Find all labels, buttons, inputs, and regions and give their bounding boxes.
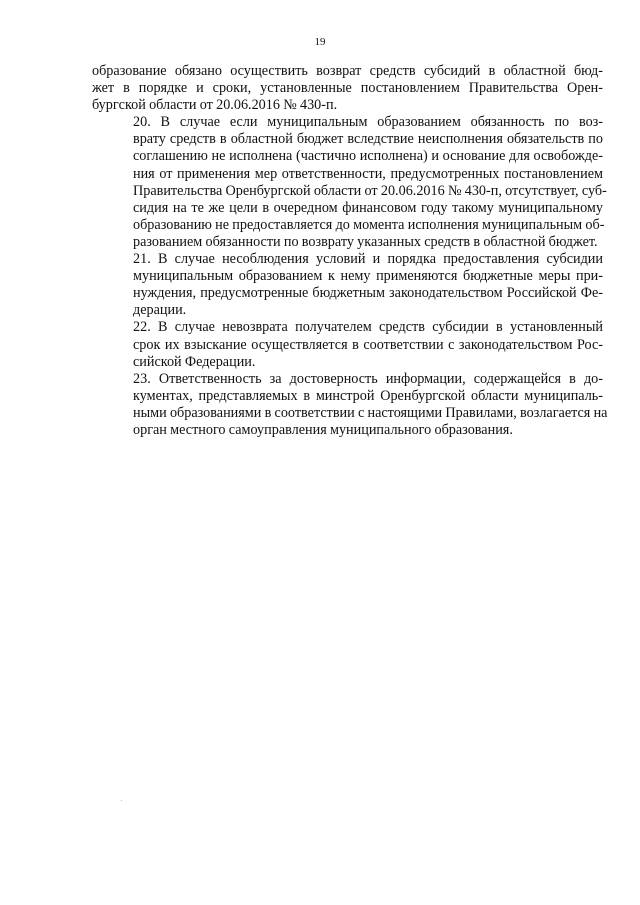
page-number: 19: [314, 36, 326, 48]
document-body: [92, 63, 608, 439]
paragraph: [92, 251, 603, 319]
text-line: Правительства Оренбургской области от 20.06.2016 № 430-п, отсутствует, суб-: [133, 182, 607, 199]
text-line: ными образованиями в соответствии с настоящими Правилами, возлагается на: [133, 404, 608, 421]
text-line: сийской Федерации.: [133, 353, 256, 370]
text-line: врату средств в областной бюджет вследствие неисполнения обязательств по: [133, 131, 603, 148]
paragraph: [92, 319, 603, 370]
paragraph: [92, 114, 607, 251]
text-line: 22. В случае невозврата получателем средств субсидии в установленный: [133, 319, 603, 336]
text-line: образование обязано осуществить возврат средств субсидий в областной бюд-: [92, 63, 603, 79]
text-line: муниципальным образованием к нему применяются бюджетные меры при-: [133, 268, 603, 285]
text-line: разованием обязанности по возврату указанных средств в областной бюджет.: [133, 233, 598, 250]
text-line: кументах, представляемых в минстрой Оренбургской области муниципаль-: [133, 387, 603, 404]
text-line: орган местного самоуправления муниципального образования.: [133, 421, 513, 438]
text-line: 23. Ответственность за достоверность информации, содержащейся в до-: [133, 370, 603, 387]
text-line: бургской области от 20.06.2016 № 430-п.: [92, 97, 338, 114]
text-line: образованию не предоставляется до момента исполнения муниципальным об-: [133, 216, 605, 233]
text-line: ния от применения мер ответственности, предусмотренных постановлением: [133, 165, 603, 182]
text-line: срок их взыскание осуществляется в соответствии с законодательством Рос-: [133, 336, 603, 353]
paragraph: [92, 63, 603, 114]
scan-speck: [121, 800, 122, 801]
text-line: соглашению не исполнена (частично исполнена) и основание для освобожде-: [133, 148, 603, 165]
text-line: нуждения, предусмотренные бюджетным законодательством Российской Фе-: [133, 285, 603, 302]
text-line: 21. В случае несоблюдения условий и порядка предоставления субсидии: [133, 251, 603, 268]
text-line: сидия на те же цели в очередном финансовом году такому муниципальному: [133, 199, 603, 216]
text-line: дерации.: [133, 302, 187, 319]
text-line: 20. В случае если муниципальным образованием обязанность по воз-: [133, 114, 603, 131]
paragraph: [92, 370, 608, 439]
text-line: жет в порядке и сроки, установленные постановлением Правительства Орен-: [92, 80, 603, 97]
